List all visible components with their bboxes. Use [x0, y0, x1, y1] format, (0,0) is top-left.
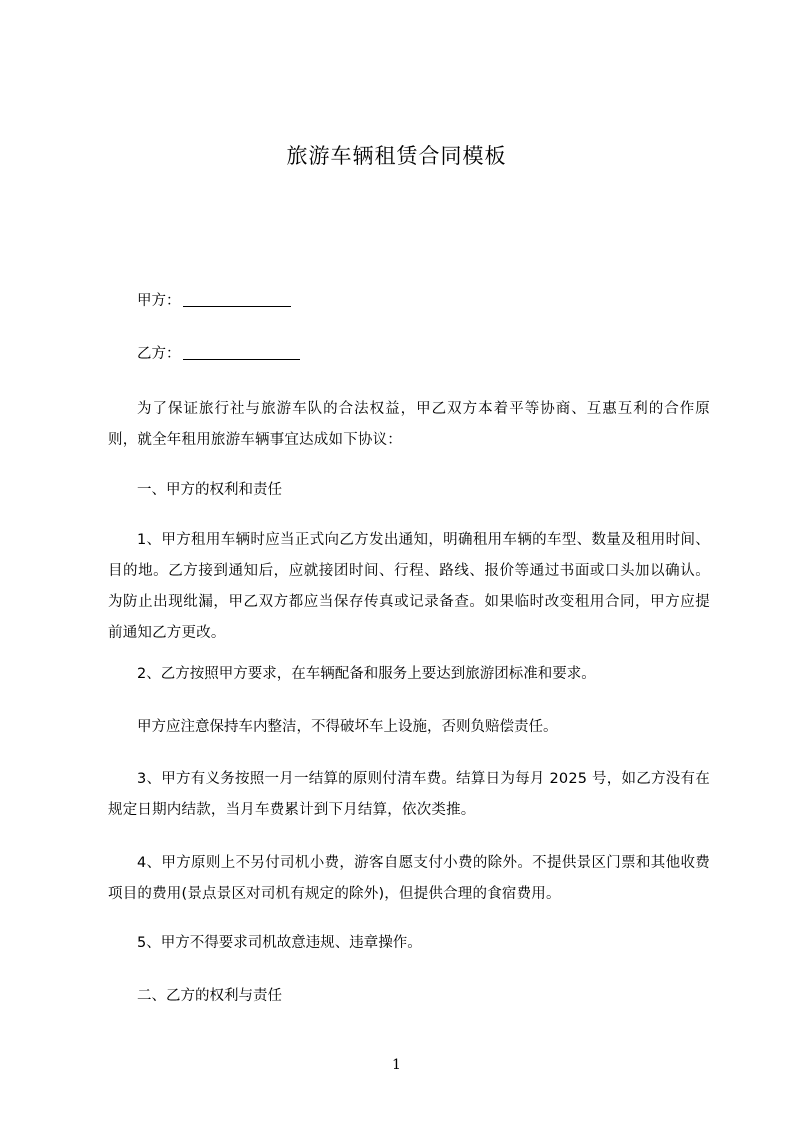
party-a-blank	[183, 292, 291, 307]
party-b-line	[137, 343, 300, 365]
party-b-label: 乙方：	[137, 346, 181, 362]
intro-paragraph: 为了保证旅行社与旅游车队的合法权益，甲乙双方本着平等协商、互惠互利的合作原则，就全年租用旅游车辆事宜达成如下协议：	[108, 401, 710, 448]
section-1-item-5: 5、甲方不得要求司机故意违规、违章操作。	[137, 935, 422, 951]
section-1-heading: 一、甲方的权利和责任	[137, 482, 282, 498]
section-1-item-4: 4、甲方原则上不另付司机小费，游客自愿支付小费的除外。不提供景区门票和其他收费项目的费用(景点景区对司机有规定的除外)，但提供合理的食宿费用。	[108, 855, 710, 902]
page-number: 1	[392, 1057, 401, 1073]
party-a-line	[137, 290, 291, 312]
section-1-item-2: 2、乙方按照甲方要求，在车辆配备和服务上要达到旅游团标准和要求。	[137, 666, 596, 682]
section-1-note: 甲方应注意保持车内整洁，不得破坏车上设施，否则负赔偿责任。	[137, 719, 558, 735]
section-2-heading: 二、乙方的权利与责任	[137, 988, 282, 1004]
section-1-item-3: 3、甲方有义务按照一月一结算的原则付清车费。结算日为每月 2025 号，如乙方没有在规定日期内结款，当月车费累计到下月结算，依次类推。	[108, 771, 710, 818]
section-1-item-1: 1、甲方租用车辆时应当正式向乙方发出通知，明确租用车辆的车型、数量及租用时间、目的地。乙方接到通知后，应就接团时间、行程、路线、报价等通过书面或口头加以确认。为防止出现纰漏，甲乙双方都应当保存传真或记录备查。如果临时改变租用合同，甲方应提前通知乙方更改。	[108, 532, 710, 641]
party-b-blank	[183, 345, 300, 360]
party-a-label: 甲方：	[137, 293, 181, 309]
document-title: 旅游车辆租赁合同模板	[286, 144, 507, 168]
